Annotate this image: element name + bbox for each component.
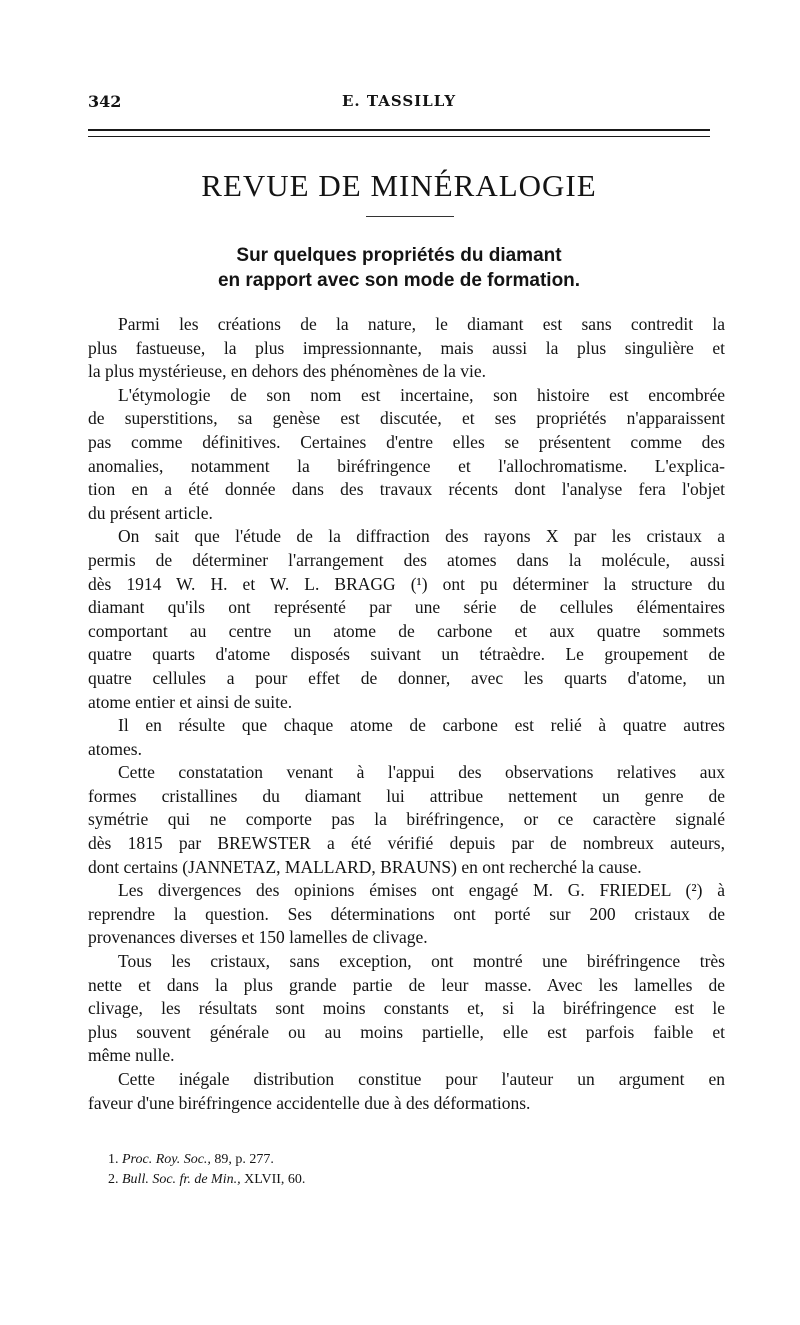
body-line: Les divergences des opinions émises ont engagé M. G. FRIEDEL (²) à: [118, 880, 725, 901]
footnote-number: 2.: [108, 1172, 119, 1187]
article-title: REVUE DE MINÉRALOGIE: [201, 168, 597, 203]
footnote-ref: 89, p. 277.: [210, 1152, 274, 1167]
body-line: Parmi les créations de la nature, le diamant est sans contredit la: [118, 314, 725, 334]
body-line: dont certains (JANNETAZ, MALLARD, BRAUNS) en ont recherché la cause.: [88, 856, 642, 877]
subtitle-line-1: Sur quelques propriétés du diamant: [236, 245, 562, 266]
paragraph: [88, 1068, 725, 1115]
title-rule: [366, 216, 454, 217]
body-line: faveur d'une biréfringence accidentelle due à des déformations.: [88, 1092, 531, 1113]
body-line: anomalies, notamment la biréfringence et l'allochromatisme. L'explica-: [88, 455, 725, 476]
body-line: tion en a été donnée dans des travaux récents dont l'analyse fera l'objet: [88, 479, 725, 500]
footnote: [108, 1150, 708, 1170]
paragraph: [88, 761, 725, 879]
body-line: quatre quarts d'atome disposés suivant un tétraèdre. Le groupement de: [88, 644, 725, 665]
paragraph: [88, 525, 725, 714]
footnotes: [108, 1150, 708, 1190]
body-line: atomes.: [88, 738, 142, 759]
body-line: reprendre la question. Ses déterminations ont porté sur 200 cristaux de: [88, 903, 725, 924]
body-line: même nulle.: [88, 1045, 175, 1066]
body-line: symétrie qui ne comporte pas la biréfringence, or ce caractère signalé: [88, 809, 725, 830]
footnote-number: 1.: [108, 1152, 119, 1167]
running-head: [88, 92, 710, 112]
header-rule-thick: [88, 129, 710, 131]
paragraph: [88, 879, 725, 950]
body-line: quatre cellules a pour effet de donner, avec les quarts d'atome, un: [88, 667, 725, 688]
body-line: formes cristallines du diamant lui attribue nettement un genre de: [88, 785, 725, 806]
body-line: Cette constatation venant à l'appui des observations relatives aux: [118, 762, 725, 783]
body-line: du présent article.: [88, 502, 213, 523]
body-line: la plus mystérieuse, en dehors des phénomènes de la vie.: [88, 361, 487, 382]
body-line: Il en résulte que chaque atome de carbone est relié à quatre autres: [118, 715, 725, 736]
body-line: Tous les cristaux, sans exception, ont montré une biréfringence très: [118, 951, 725, 972]
body-line: nette et dans la plus grande partie de leur masse. Avec les lamelles de: [88, 974, 725, 995]
body-line: plus fastueuse, la plus impressionnante, mais aussi la plus singulière et: [88, 337, 725, 358]
body-line: atome entier et ainsi de suite.: [88, 691, 293, 712]
body-line: On sait que l'étude de la diffraction des rayons X par les cristaux a: [118, 526, 725, 547]
footnote-source: Proc. Roy. Soc.,: [122, 1152, 211, 1167]
footnote-ref: XLVII, 60.: [240, 1172, 306, 1187]
body-line: diamant qu'ils ont représenté par une série de cellules élémentaires: [88, 597, 725, 618]
body-line: provenances diverses et 150 lamelles de clivage.: [88, 927, 428, 948]
footnote: [108, 1170, 708, 1190]
body-line: pas comme définitives. Certaines d'entre elles se présentent comme des: [88, 431, 725, 452]
article-body: [88, 313, 725, 1115]
body-line: plus souvent générale ou au moins partielle, elle est parfois faible et: [88, 1021, 725, 1042]
body-line: dès 1914 W. H. et W. L. BRAGG (¹) ont pu déterminer la structure du: [88, 573, 725, 594]
paragraph: [88, 714, 725, 761]
body-line: L'étymologie de son nom est incertaine, son histoire est encombrée: [118, 384, 725, 405]
paragraph: [88, 313, 725, 384]
body-line: comportant au centre un atome de carbone et aux quatre sommets: [88, 620, 725, 641]
article-subtitle: [88, 243, 710, 293]
body-line: dès 1815 par BREWSTER a été vérifié depuis par de nombreux auteurs,: [88, 833, 725, 854]
running-title: E. TASSILLY: [341, 92, 457, 110]
body-line: de superstitions, sa genèse est discutée, et ses propriétés n'apparaissent: [88, 408, 725, 429]
body-line: Cette inégale distribution constitue pour l'auteur un argument en: [118, 1069, 725, 1089]
subtitle-line-2: en rapport avec son mode de formation.: [217, 270, 581, 291]
paragraph: [88, 384, 725, 526]
body-line: clivage, les résultats sont moins constants et, si la biréfringence est le: [88, 998, 725, 1019]
header-rule-thin: [88, 136, 710, 137]
page-number: 342: [88, 92, 122, 111]
paragraph: [88, 950, 725, 1068]
footnote-source: Bull. Soc. fr. de Min.,: [122, 1172, 241, 1187]
body-line: permis de déterminer l'arrangement des atomes dans la molécule, aussi: [88, 549, 725, 570]
